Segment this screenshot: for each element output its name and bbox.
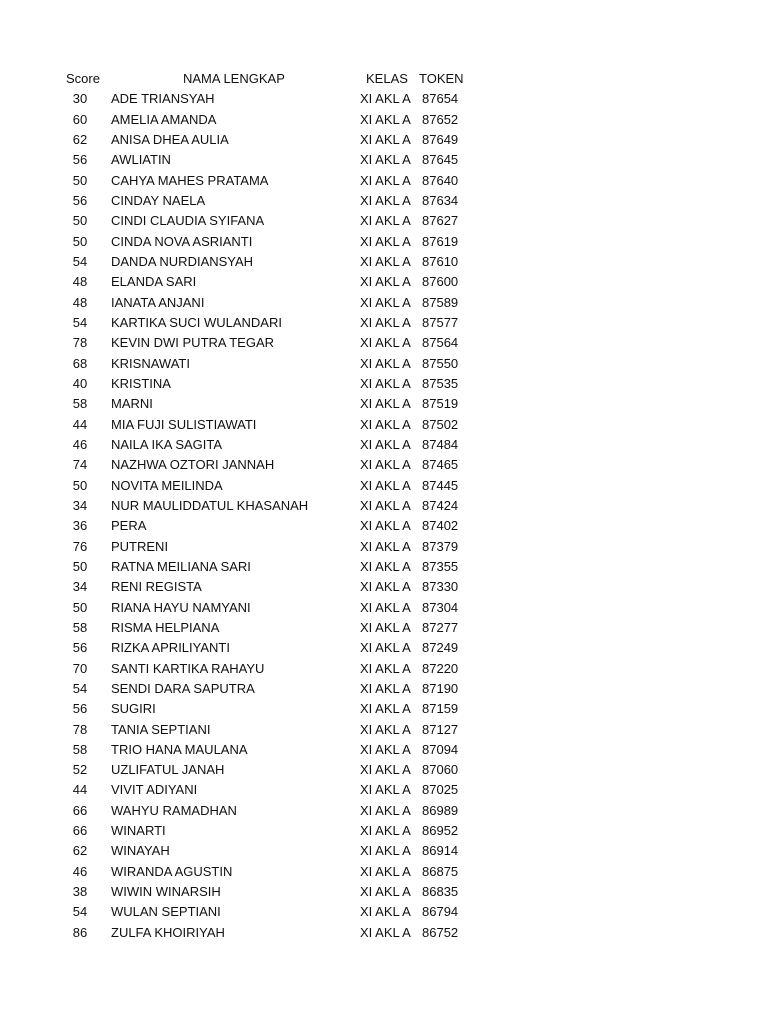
token-cell: 87640	[422, 172, 459, 188]
table-row	[0, 232, 768, 252]
student-rows	[0, 89, 768, 943]
kelas-cell: XI AKL A	[360, 131, 411, 147]
name-cell: PUTRENI	[111, 538, 169, 554]
token-cell: 87589	[422, 294, 459, 310]
table-row	[0, 354, 768, 374]
name-cell: AWLIATIN	[111, 152, 171, 168]
kelas-cell: XI AKL A	[360, 91, 411, 107]
name-cell: KARTIKA SUCI WULANDARI	[111, 314, 282, 330]
token-cell: 87445	[422, 477, 459, 493]
score-cell: 58	[72, 619, 88, 635]
token-cell: 87465	[422, 457, 459, 473]
kelas-cell: XI AKL A	[360, 314, 411, 330]
token-cell: 87619	[422, 233, 459, 249]
score-cell: 66	[72, 823, 88, 839]
score-cell: 50	[72, 558, 88, 574]
kelas-cell: XI AKL A	[360, 436, 411, 452]
table-row	[0, 130, 768, 150]
score-cell: 74	[72, 457, 88, 473]
table-row	[0, 394, 768, 414]
score-cell: 46	[72, 436, 88, 452]
table-row	[0, 780, 768, 800]
token-cell: 87220	[422, 660, 459, 676]
kelas-cell: XI AKL A	[360, 782, 411, 798]
table-row	[0, 659, 768, 679]
score-cell: 76	[72, 538, 88, 554]
token-cell: 87402	[422, 518, 459, 534]
name-cell: CINDAY NAELA	[111, 192, 206, 208]
name-cell: PERA	[111, 518, 147, 534]
score-cell: 54	[72, 314, 88, 330]
table-row	[0, 618, 768, 638]
score-cell: 38	[72, 884, 88, 900]
token-cell: 87330	[422, 579, 459, 595]
token-cell: 87355	[422, 558, 459, 574]
table-row	[0, 638, 768, 658]
kelas-cell: XI AKL A	[360, 619, 411, 635]
table-row	[0, 415, 768, 435]
score-cell: 50	[72, 172, 88, 188]
name-cell: RIZKA APRILIYANTI	[111, 640, 230, 656]
table-row	[0, 841, 768, 861]
kelas-cell: XI AKL A	[360, 599, 411, 615]
kelas-cell: XI AKL A	[360, 497, 411, 513]
kelas-cell: XI AKL A	[360, 294, 411, 310]
kelas-cell: XI AKL A	[360, 721, 411, 737]
score-cell: 54	[72, 680, 88, 696]
token-cell: 87190	[422, 680, 459, 696]
token-cell: 87577	[422, 314, 459, 330]
kelas-header: KELAS	[366, 71, 408, 86]
kelas-cell: XI AKL A	[360, 416, 411, 432]
name-cell: KRISTINA	[111, 375, 171, 391]
score-cell: 52	[72, 762, 88, 778]
kelas-cell: XI AKL A	[360, 924, 411, 940]
score-cell: 58	[72, 396, 88, 412]
name-cell: NAZHWA OZTORI JANNAH	[111, 457, 275, 473]
kelas-cell: XI AKL A	[360, 701, 411, 717]
kelas-cell: XI AKL A	[360, 660, 411, 676]
score-cell: 54	[72, 904, 88, 920]
token-cell: 87304	[422, 599, 459, 615]
kelas-cell: XI AKL A	[360, 396, 411, 412]
token-cell: 86794	[422, 904, 459, 920]
token-cell: 87550	[422, 355, 459, 371]
name-cell: CINDA NOVA ASRIANTI	[111, 233, 253, 249]
name-cell: VIVIT ADIYANI	[111, 782, 198, 798]
name-cell: RENI REGISTA	[111, 579, 202, 595]
table-row	[0, 374, 768, 394]
name-cell: ZULFA KHOIRIYAH	[111, 924, 225, 940]
token-cell: 86835	[422, 884, 459, 900]
table-row	[0, 272, 768, 292]
token-cell: 87652	[422, 111, 459, 127]
kelas-cell: XI AKL A	[360, 843, 411, 859]
table-row	[0, 333, 768, 353]
score-cell: 70	[72, 660, 88, 676]
token-cell: 86752	[422, 924, 459, 940]
score-cell: 66	[72, 802, 88, 818]
name-cell: TRIO HANA MAULANA	[111, 741, 248, 757]
token-cell: 87610	[422, 253, 459, 269]
name-cell: RISMA HELPIANA	[111, 619, 220, 635]
table-row	[0, 516, 768, 536]
name-cell: IANATA ANJANI	[111, 294, 205, 310]
score-cell: 48	[72, 294, 88, 310]
score-cell: 56	[72, 701, 88, 717]
table-row	[0, 882, 768, 902]
score-cell: 54	[72, 253, 88, 269]
kelas-cell: XI AKL A	[360, 863, 411, 879]
name-cell: SUGIRI	[111, 701, 156, 717]
table-row	[0, 557, 768, 577]
table-row	[0, 923, 768, 943]
token-cell: 86989	[422, 802, 459, 818]
score-cell: 60	[72, 111, 88, 127]
kelas-cell: XI AKL A	[360, 111, 411, 127]
name-header: NAMA LENGKAP	[183, 71, 285, 86]
kelas-cell: XI AKL A	[360, 355, 411, 371]
name-cell: SENDI DARA SAPUTRA	[111, 680, 255, 696]
kelas-cell: XI AKL A	[360, 233, 411, 249]
kelas-cell: XI AKL A	[360, 375, 411, 391]
kelas-cell: XI AKL A	[360, 274, 411, 290]
name-cell: WAHYU RAMADHAN	[111, 802, 237, 818]
kelas-cell: XI AKL A	[360, 762, 411, 778]
kelas-cell: XI AKL A	[360, 823, 411, 839]
table-row	[0, 110, 768, 130]
token-cell: 87634	[422, 192, 459, 208]
table-row	[0, 476, 768, 496]
token-cell: 87094	[422, 741, 459, 757]
score-cell: 56	[72, 152, 88, 168]
name-cell: SANTI KARTIKA RAHAYU	[111, 660, 265, 676]
name-cell: WINAYAH	[111, 843, 170, 859]
score-cell: 62	[72, 843, 88, 859]
name-cell: NUR MAULIDDATUL KHASANAH	[111, 497, 309, 513]
kelas-cell: XI AKL A	[360, 538, 411, 554]
kelas-cell: XI AKL A	[360, 741, 411, 757]
score-cell: 50	[72, 599, 88, 615]
score-sheet	[0, 69, 768, 943]
table-row	[0, 455, 768, 475]
score-cell: 58	[72, 741, 88, 757]
table-row	[0, 293, 768, 313]
table-row	[0, 171, 768, 191]
name-cell: WULAN SEPTIANI	[111, 904, 221, 920]
token-cell: 87649	[422, 131, 459, 147]
kelas-cell: XI AKL A	[360, 213, 411, 229]
token-cell: 87502	[422, 416, 459, 432]
name-cell: KEVIN DWI PUTRA TEGAR	[111, 335, 275, 351]
table-row	[0, 902, 768, 922]
name-cell: CAHYA MAHES PRATAMA	[111, 172, 269, 188]
header-row	[0, 69, 768, 89]
token-header: TOKEN	[419, 71, 464, 86]
score-cell: 44	[72, 782, 88, 798]
table-row	[0, 537, 768, 557]
table-row	[0, 862, 768, 882]
score-cell: 46	[72, 863, 88, 879]
token-cell: 87600	[422, 274, 459, 290]
name-cell: WINARTI	[111, 823, 166, 839]
kelas-cell: XI AKL A	[360, 802, 411, 818]
name-cell: UZLIFATUL JANAH	[111, 762, 225, 778]
name-cell: WIRANDA AGUSTIN	[111, 863, 233, 879]
table-row	[0, 760, 768, 780]
table-row	[0, 313, 768, 333]
token-cell: 87277	[422, 619, 459, 635]
kelas-cell: XI AKL A	[360, 884, 411, 900]
token-cell: 87645	[422, 152, 459, 168]
table-row	[0, 577, 768, 597]
token-cell: 87484	[422, 436, 459, 452]
name-cell: MIA FUJI SULISTIAWATI	[111, 416, 257, 432]
name-cell: RATNA MEILIANA SARI	[111, 558, 251, 574]
table-row	[0, 211, 768, 231]
token-cell: 87379	[422, 538, 459, 554]
name-cell: TANIA SEPTIANI	[111, 721, 211, 737]
score-cell: 56	[72, 640, 88, 656]
token-cell: 87535	[422, 375, 459, 391]
name-cell: ADE TRIANSYAH	[111, 91, 215, 107]
score-cell: 44	[72, 416, 88, 432]
score-cell: 34	[72, 579, 88, 595]
token-cell: 86875	[422, 863, 459, 879]
kelas-cell: XI AKL A	[360, 680, 411, 696]
table-row	[0, 191, 768, 211]
token-cell: 87519	[422, 396, 459, 412]
table-row	[0, 699, 768, 719]
table-row	[0, 598, 768, 618]
score-header: Score	[66, 71, 100, 86]
score-cell: 40	[72, 375, 88, 391]
name-cell: WIWIN WINARSIH	[111, 884, 221, 900]
token-cell: 87025	[422, 782, 459, 798]
kelas-cell: XI AKL A	[360, 579, 411, 595]
kelas-cell: XI AKL A	[360, 335, 411, 351]
name-cell: CINDI CLAUDIA SYIFANA	[111, 213, 265, 229]
table-row	[0, 720, 768, 740]
token-cell: 86952	[422, 823, 459, 839]
kelas-cell: XI AKL A	[360, 192, 411, 208]
table-row	[0, 821, 768, 841]
kelas-cell: XI AKL A	[360, 477, 411, 493]
score-cell: 48	[72, 274, 88, 290]
score-cell: 68	[72, 355, 88, 371]
kelas-cell: XI AKL A	[360, 518, 411, 534]
name-cell: DANDA NURDIANSYAH	[111, 253, 254, 269]
score-cell: 78	[72, 335, 88, 351]
kelas-cell: XI AKL A	[360, 457, 411, 473]
token-cell: 87564	[422, 335, 459, 351]
token-cell: 87654	[422, 91, 459, 107]
table-row	[0, 679, 768, 699]
table-row	[0, 89, 768, 109]
score-cell: 56	[72, 192, 88, 208]
name-cell: MARNI	[111, 396, 153, 412]
name-cell: KRISNAWATI	[111, 355, 190, 371]
token-cell: 87249	[422, 640, 459, 656]
kelas-cell: XI AKL A	[360, 640, 411, 656]
kelas-cell: XI AKL A	[360, 558, 411, 574]
score-cell: 34	[72, 497, 88, 513]
token-cell: 87424	[422, 497, 459, 513]
score-cell: 50	[72, 233, 88, 249]
score-cell: 50	[72, 477, 88, 493]
score-cell: 36	[72, 518, 88, 534]
name-cell: NOVITA MEILINDA	[111, 477, 223, 493]
token-cell: 86914	[422, 843, 459, 859]
token-cell: 87127	[422, 721, 459, 737]
score-cell: 62	[72, 131, 88, 147]
score-cell: 30	[72, 91, 88, 107]
score-cell: 86	[72, 924, 88, 940]
name-cell: RIANA HAYU NAMYANI	[111, 599, 251, 615]
table-row	[0, 801, 768, 821]
kelas-cell: XI AKL A	[360, 904, 411, 920]
name-cell: NAILA IKA SAGITA	[111, 436, 223, 452]
kelas-cell: XI AKL A	[360, 253, 411, 269]
table-row	[0, 740, 768, 760]
kelas-cell: XI AKL A	[360, 172, 411, 188]
table-row	[0, 252, 768, 272]
token-cell: 87627	[422, 213, 459, 229]
name-cell: ELANDA SARI	[111, 274, 197, 290]
score-cell: 78	[72, 721, 88, 737]
kelas-cell: XI AKL A	[360, 152, 411, 168]
score-cell: 50	[72, 213, 88, 229]
token-cell: 87060	[422, 762, 459, 778]
table-row	[0, 150, 768, 170]
token-cell: 87159	[422, 701, 459, 717]
table-row	[0, 496, 768, 516]
name-cell: AMELIA AMANDA	[111, 111, 217, 127]
name-cell: ANISA DHEA AULIA	[111, 131, 229, 147]
table-row	[0, 435, 768, 455]
